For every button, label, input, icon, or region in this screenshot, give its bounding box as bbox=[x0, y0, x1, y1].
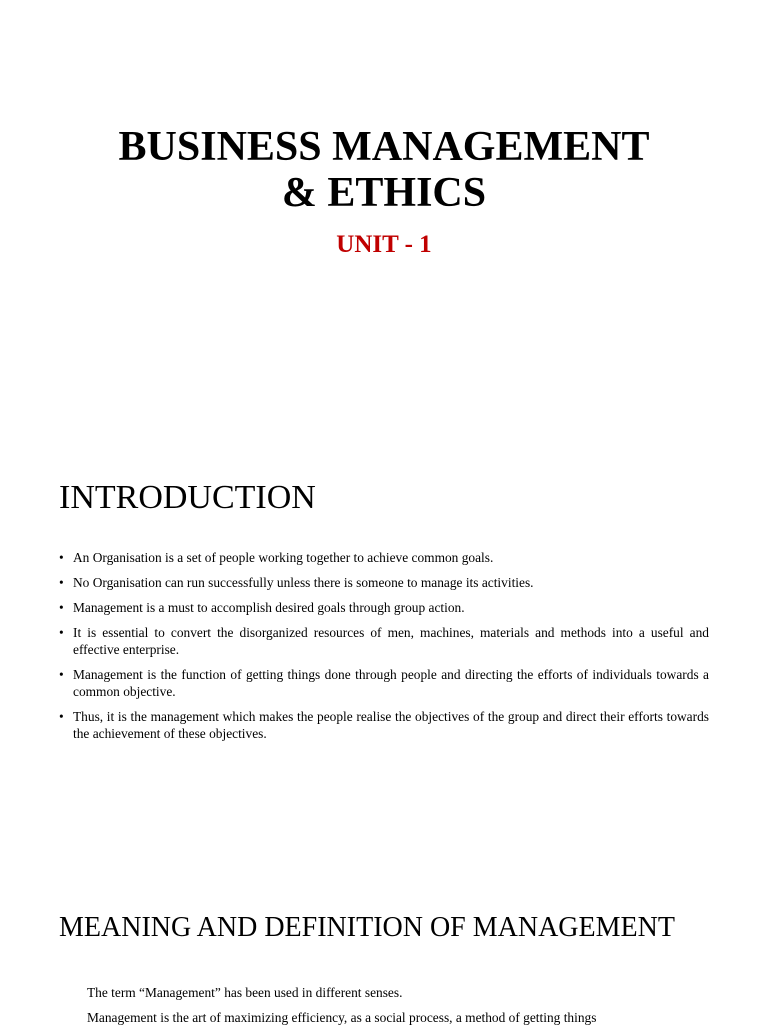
bullet-text: Thus, it is the management which makes the people realise the objectives of the group and direct their efforts towards the achievement of these objectives. bbox=[73, 709, 709, 741]
introduction-bullet-list bbox=[59, 549, 709, 750]
bullet-item bbox=[59, 708, 709, 742]
bullet-item bbox=[59, 666, 709, 700]
meaning-heading: MEANING AND DEFINITION OF MANAGEMENT bbox=[59, 912, 675, 943]
bullet-item bbox=[59, 624, 709, 658]
bullet-icon: • bbox=[59, 550, 64, 565]
bullet-icon: • bbox=[59, 600, 64, 615]
bullet-item bbox=[59, 599, 709, 616]
main-title-line-1: BUSINESS MANAGEMENT bbox=[118, 124, 650, 170]
bullet-icon: • bbox=[59, 709, 64, 724]
bullet-text: Management is the function of getting things done through people and directing the efforts of individuals towards a common objective. bbox=[73, 667, 709, 699]
bullet-text: Management is a must to accomplish desired goals through group action. bbox=[73, 600, 465, 615]
bullet-text: No Organisation can run successfully unless there is someone to manage its activities. bbox=[73, 575, 534, 590]
main-title-line-2: & ETHICS bbox=[281, 170, 487, 216]
introduction-heading: INTRODUCTION bbox=[59, 479, 316, 516]
unit-label: UNIT - 1 bbox=[336, 231, 432, 258]
title-slide bbox=[0, 0, 768, 432]
introduction-slide bbox=[0, 432, 768, 864]
meaning-slide bbox=[0, 864, 768, 1024]
bullet-icon: • bbox=[59, 575, 64, 590]
bullet-item bbox=[59, 549, 709, 566]
bullet-icon: • bbox=[59, 667, 64, 682]
meaning-paragraph: The term “Management” has been used in different senses. bbox=[87, 985, 403, 1000]
main-title bbox=[0, 124, 768, 216]
bullet-item bbox=[59, 574, 709, 591]
bullet-text: It is essential to convert the disorganized resources of men, machines, materials and methods into a useful and effective enterprise. bbox=[73, 625, 709, 657]
bullet-text: An Organisation is a set of people working together to achieve common goals. bbox=[73, 550, 494, 565]
bullet-icon: • bbox=[59, 625, 64, 640]
meaning-paragraph: Management is the art of maximizing efficiency, as a social process, a method of getting things bbox=[87, 1010, 597, 1025]
